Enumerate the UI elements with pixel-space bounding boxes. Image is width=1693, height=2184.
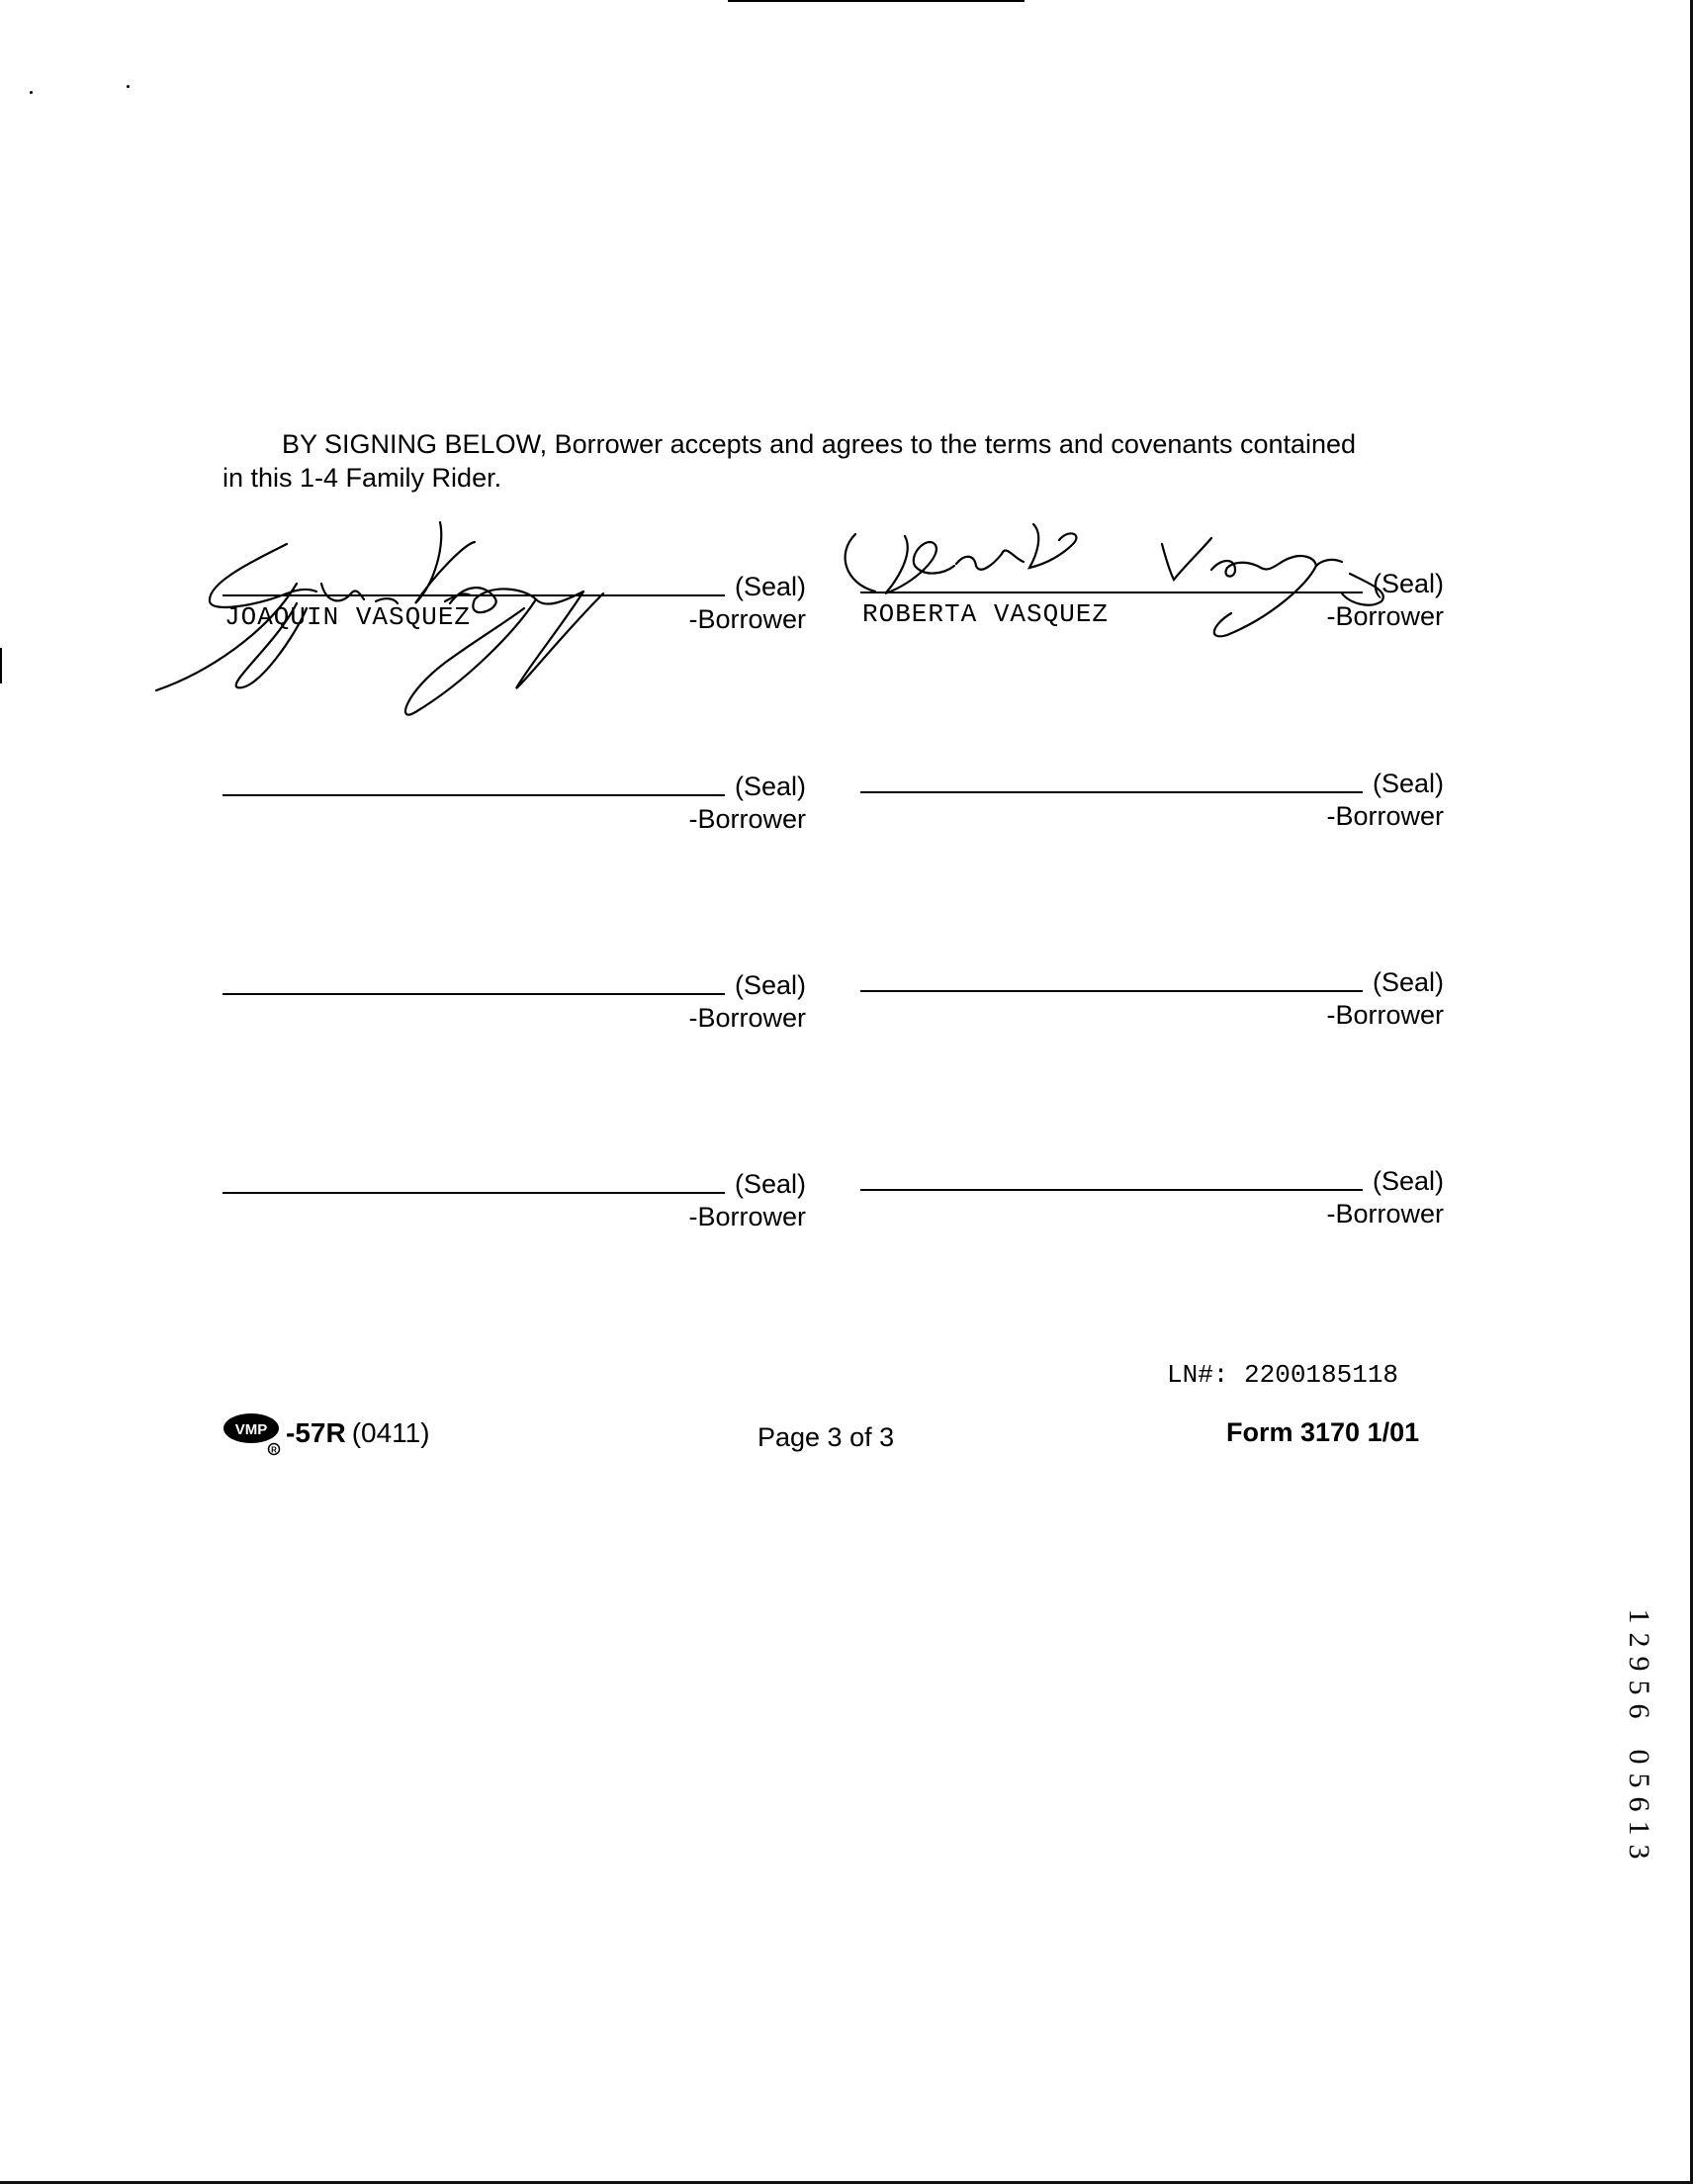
borrower-name: JOAQUIN VASQUEZ	[224, 602, 472, 632]
borrower-role: -Borrower	[1326, 1000, 1444, 1030]
borrower-role: -Borrower	[688, 1202, 806, 1231]
intro-line-2: in this 1-4 Family Rider.	[223, 463, 502, 493]
stamp-digit: 2	[1623, 1632, 1655, 1648]
page-number: Page 3 of 3	[757, 1422, 895, 1452]
signature-block	[860, 959, 1444, 1030]
signature-line	[860, 1189, 1363, 1191]
borrower-role: -Borrower	[1326, 601, 1444, 631]
rider-agreement-text	[223, 427, 1449, 495]
seal-label: (Seal)	[734, 572, 806, 601]
signature-block	[860, 1158, 1444, 1228]
form-revision: (0411)	[351, 1417, 430, 1448]
seal-label: (Seal)	[1372, 569, 1444, 598]
borrower-role: -Borrower	[688, 604, 806, 634]
signature-block	[860, 561, 1444, 631]
signature-line	[223, 794, 725, 796]
borrower-role: -Borrower	[1326, 1199, 1444, 1228]
signature-block	[223, 564, 806, 634]
seal-label: (Seal)	[734, 970, 806, 1000]
form-code	[223, 1410, 430, 1456]
borrower-role: -Borrower	[688, 1003, 806, 1033]
left-edge-mark	[0, 648, 2, 683]
form-number: Form 3170 1/01	[1226, 1417, 1420, 1447]
seal-label: (Seal)	[1372, 769, 1444, 798]
stamp-digit: 9	[1623, 1656, 1655, 1672]
stamp-digit: 1	[1623, 1820, 1655, 1836]
svg-text:R: R	[271, 1445, 277, 1455]
seal-label: (Seal)	[734, 1169, 806, 1199]
signature-line	[223, 1192, 725, 1194]
stamp-digit: 3	[1623, 1844, 1655, 1860]
loan-number: LN#: 2200185118	[1167, 1360, 1399, 1390]
borrower-role: -Borrower	[688, 804, 806, 834]
recording-stamp	[1622, 1604, 1655, 1864]
signature-line	[860, 791, 1363, 793]
signature-block	[223, 764, 806, 834]
top-edge-line	[728, 0, 1025, 2]
stamp-digit: 1	[1623, 1608, 1655, 1624]
stamp-digit: 0	[1623, 1749, 1655, 1765]
stamp-digit: 5	[1623, 1680, 1655, 1695]
signature-block	[223, 962, 806, 1033]
stamp-digit: 6	[1623, 1703, 1655, 1719]
stamp-number-bottom	[1622, 1745, 1655, 1864]
signature-block	[860, 761, 1444, 831]
scan-speck	[127, 85, 130, 88]
stamp-digit: 5	[1623, 1773, 1655, 1788]
signature-line	[860, 592, 1363, 593]
stamp-number-top	[1622, 1604, 1655, 1723]
vmp-logo	[223, 1410, 284, 1456]
signature-line	[223, 594, 725, 596]
signature-block	[223, 1161, 806, 1231]
seal-label: (Seal)	[1372, 967, 1444, 997]
seal-label: (Seal)	[1372, 1166, 1444, 1196]
scan-speck	[30, 91, 33, 94]
signature-line	[223, 993, 725, 995]
borrower-name: ROBERTA VASQUEZ	[862, 599, 1110, 629]
vmp-logo-text: VMP	[234, 1421, 268, 1438]
borrower-role: -Borrower	[1326, 801, 1444, 831]
intro-line-1: BY SIGNING BELOW, Borrower accepts and agrees to the terms and covenants contained	[282, 429, 1357, 459]
seal-label: (Seal)	[734, 772, 806, 801]
stamp-digit: 6	[1623, 1796, 1655, 1812]
signature-line	[860, 990, 1363, 992]
form-code-text: -57R	[286, 1417, 346, 1448]
